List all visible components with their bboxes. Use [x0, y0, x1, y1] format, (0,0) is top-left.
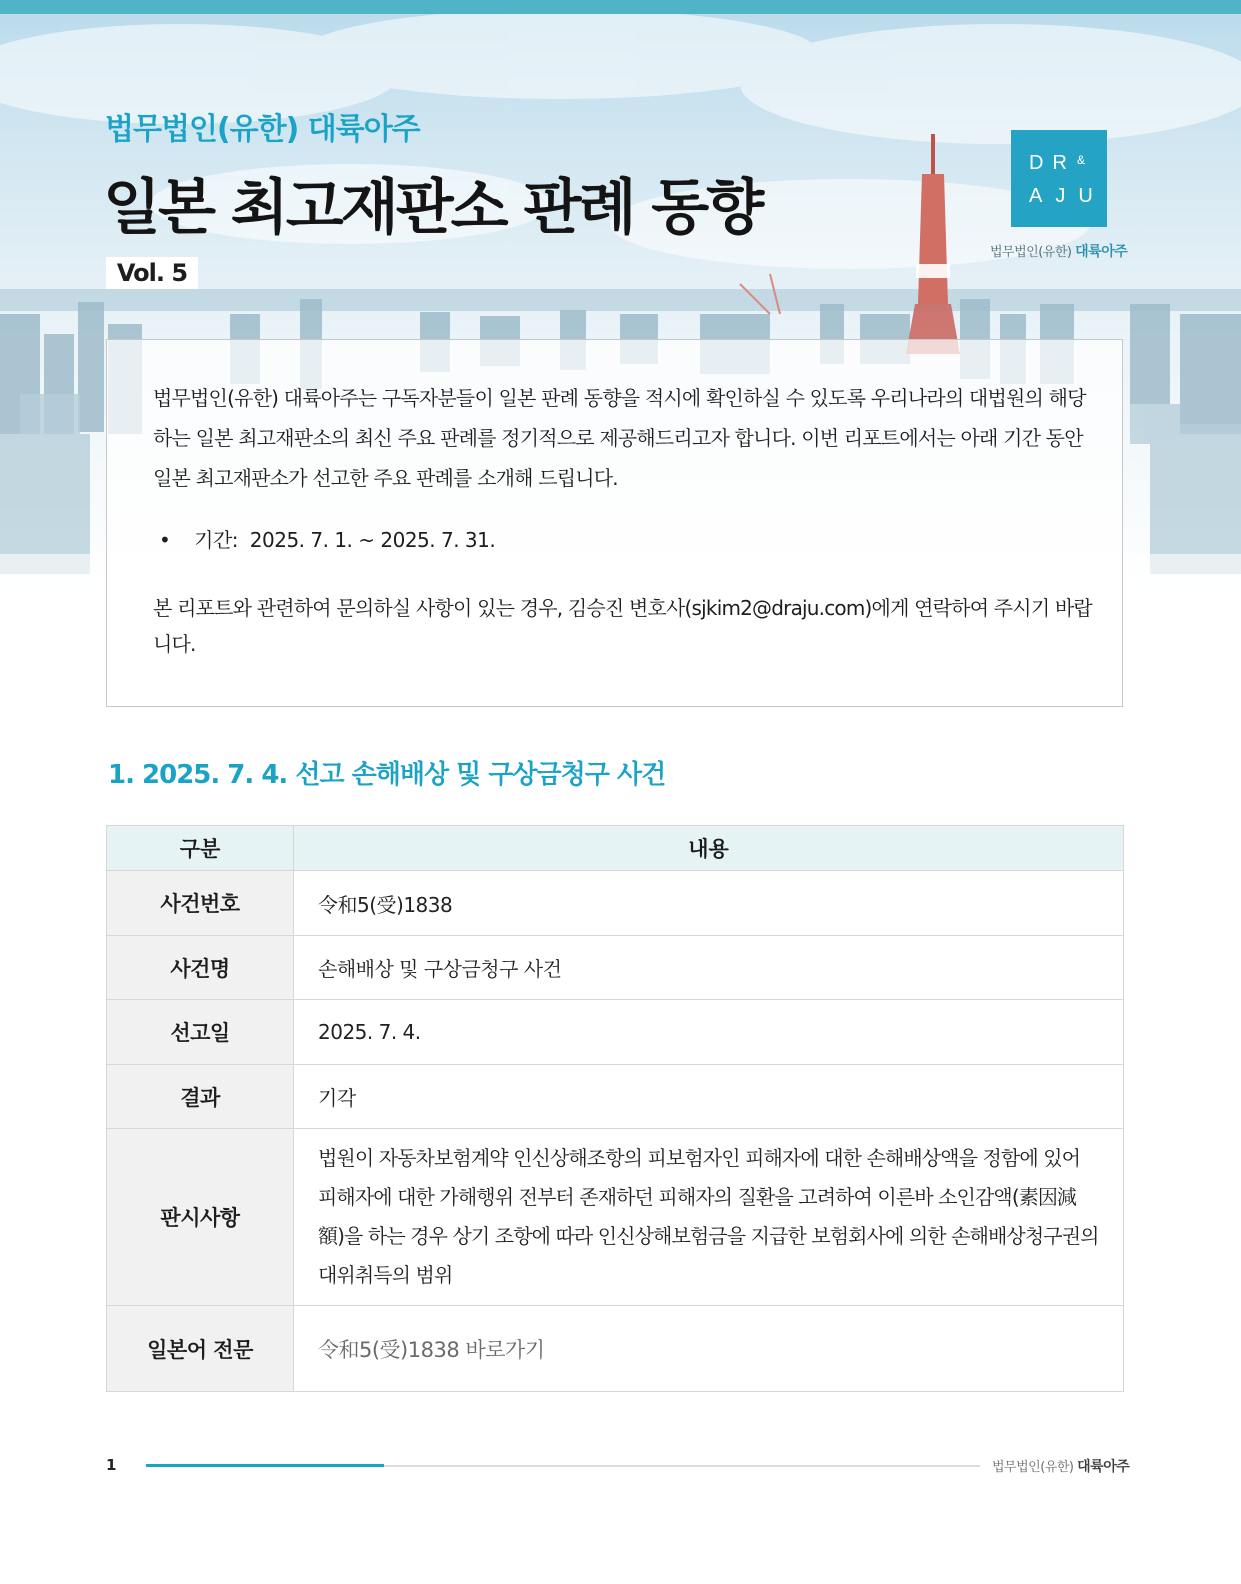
bullet-icon: •: [159, 528, 171, 552]
row-label: 사건명: [107, 936, 294, 1000]
page-number: 1: [106, 1456, 117, 1474]
intro-box: [106, 339, 1123, 707]
case-name: 손해배상 및 구상금청구 사건: [294, 936, 1124, 1000]
volume-badge: Vol. 5: [106, 257, 198, 289]
section-title: 1. 2025. 7. 4. 선고 손해배상 및 구상금청구 사건: [108, 760, 666, 790]
header-content: 내용: [294, 826, 1124, 871]
full-text-link[interactable]: 令和5(受)1838 바로가기: [294, 1306, 1124, 1392]
decision-date: 2025. 7. 4.: [294, 1000, 1124, 1065]
logo-ampersand: &: [1077, 153, 1086, 167]
table-row: [107, 936, 1124, 1000]
table-row: [107, 1065, 1124, 1129]
row-label: 판시사항: [107, 1129, 294, 1306]
period-value: 2025. 7. 1. ~ 2025. 7. 31.: [249, 528, 496, 552]
table-header-row: [107, 826, 1124, 871]
logo-caption-prefix: 법무법인(유한): [990, 245, 1072, 260]
intro-paragraph: 법무법인(유한) 대륙아주는 구독자분들이 일본 판례 동향을 적시에 확인하실 수 있도록 우리나라의 대법원의 해당하는 일본 최고재판소의 최신 주요 판례를 정기적으로 제공해드리고자 합니다. 이번 리포트에서는 아래 기간 동안 일본 최고재판소가 선고한 주요 판례를 소개해 드립니다.: [153, 386, 1086, 490]
case-number: 令和5(受)1838: [294, 871, 1124, 936]
header-category: 구분: [107, 826, 294, 871]
logo-line2: AJU: [1029, 185, 1106, 207]
footer-brand-prefix: 법무법인(유한): [992, 1460, 1074, 1475]
row-label: 선고일: [107, 1000, 294, 1065]
footer-brand-name: 대륙아주: [1077, 1459, 1130, 1475]
top-accent-bar: [0, 0, 1241, 14]
table-row: [107, 1306, 1124, 1392]
row-label: 사건번호: [107, 871, 294, 936]
footer-brand: [992, 1456, 1129, 1476]
table-row: [107, 871, 1124, 936]
row-label: 일본어 전문: [107, 1306, 294, 1392]
result: 기각: [294, 1065, 1124, 1129]
logo-caption: [990, 241, 1127, 261]
footer-divider-accent: [146, 1464, 384, 1467]
logo-line1: DR: [1029, 152, 1076, 174]
holding-summary: 법원이 자동차보험계약 인신상해조항의 피보험자인 피해자에 대한 손해배상액을 정함에 있어 피해자에 대한 가해행위 전부터 존재하던 피해자의 질환을 고려하여 이른바 소인감액(素因減額)을 하는 경우 상기 조항에 따라 인신상해보험금을 지급한 보험회사에 의한 손해배상청구권의 대위취득의 범위: [294, 1129, 1124, 1306]
table-row: [107, 1129, 1124, 1306]
period-label: 기간:: [194, 528, 239, 552]
period-item: [159, 524, 495, 553]
firm-name: 법무법인(유한) 대륙아주: [105, 112, 420, 147]
firm-logo: [1011, 130, 1107, 227]
row-label: 결과: [107, 1065, 294, 1129]
table-row: [107, 1000, 1124, 1065]
contact-paragraph: 본 리포트와 관련하여 문의하실 사항이 있는 경우, 김승진 변호사(sjkim2@draju.com)에게 연락하여 주시기 바랍니다.: [153, 596, 1092, 656]
logo-caption-name: 대륙아주: [1075, 244, 1128, 260]
page-title: 일본 최고재판소 판례 동향: [103, 173, 762, 243]
case-table: [106, 825, 1124, 1392]
